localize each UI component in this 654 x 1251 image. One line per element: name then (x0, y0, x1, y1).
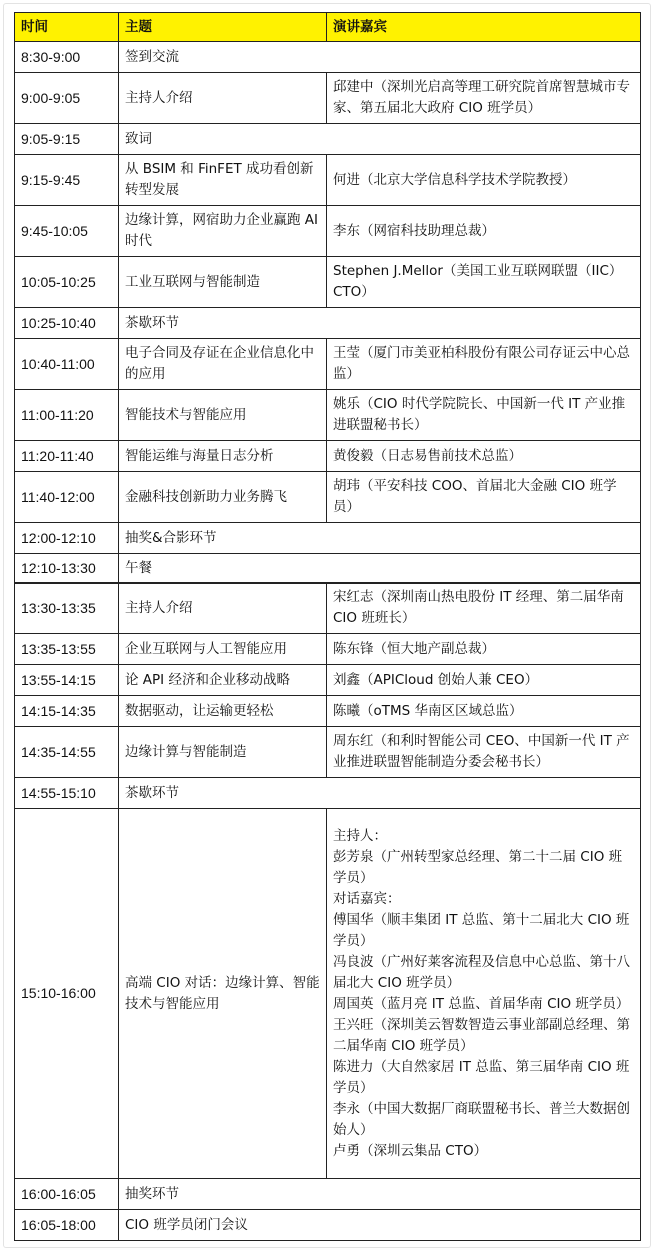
panel-speaker-line: 傅国华（顺丰集团 IT 总监、第十二届北大 CIO 班学员） (333, 911, 630, 949)
schedule-row (15, 257, 641, 308)
topic-cell: 电子合同及存证在企业信息化中的应用 (119, 339, 327, 390)
topic-cell: 茶歇环节 (119, 778, 641, 809)
time-cell: 16:00-16:05 (15, 1179, 119, 1210)
time-cell: 14:15-14:35 (15, 696, 119, 727)
time-cell: 9:45-10:05 (15, 206, 119, 257)
time-cell: 11:40-12:00 (15, 472, 119, 523)
time-cell: 9:00-9:05 (15, 73, 119, 124)
topic-cell: 致词 (119, 124, 641, 155)
panel-speaker-line: 李永（中国大数据厂商联盟秘书长、普兰大数据创始人） (333, 1100, 630, 1138)
speaker-cell: 姚乐（CIO 时代学院院长、中国新一代 IT 产业推进联盟秘书长） (327, 390, 641, 441)
topic-cell: 企业互联网与人工智能应用 (119, 634, 327, 665)
topic-cell: CIO 班学员闭门会议 (119, 1210, 641, 1241)
topic-cell: 金融科技创新助力业务腾飞 (119, 472, 327, 523)
topic-cell: 抽奖&合影环节 (119, 523, 641, 554)
table-gap-line-left (14, 571, 15, 582)
speaker-cell: 陈东锋（恒大地产副总裁） (327, 634, 641, 665)
schedule-row (15, 339, 641, 390)
time-cell: 13:30-13:35 (15, 583, 119, 634)
topic-cell: 工业互联网与智能制造 (119, 257, 327, 308)
speaker-cell: 周东红（和利时智能公司 CEO、中国新一代 IT 产业推进联盟智能制造分委会秘书长） (327, 727, 641, 778)
topic-cell: 高端 CIO 对话：边缘计算、智能技术与智能应用 (119, 809, 327, 1179)
speaker-cell: 陈曦（oTMS 华南区区域总监） (327, 696, 641, 727)
speaker-cell: Stephen J.Mellor（美国工业互联网联盟（IIC）CTO） (327, 257, 641, 308)
time-cell: 11:00-11:20 (15, 390, 119, 441)
time-cell: 16:05-18:00 (15, 1210, 119, 1241)
speaker-cell (327, 809, 641, 1179)
time-cell: 10:05-10:25 (15, 257, 119, 308)
topic-cell: 茶歇环节 (119, 308, 641, 339)
panel-speaker-line: 陈进力（大自然家居 IT 总监、第三届华南 CIO 班学员） (333, 1058, 630, 1096)
schedule-row (15, 1179, 641, 1210)
panel-speaker-line: 对话嘉宾： (333, 890, 401, 907)
time-cell: 9:05-9:15 (15, 124, 119, 155)
schedule-row (15, 390, 641, 441)
topic-cell: 主持人介绍 (119, 73, 327, 124)
speaker-cell: 胡玮（平安科技 COO、首届北大金融 CIO 班学员） (327, 472, 641, 523)
topic-cell: 午餐 (119, 554, 641, 584)
schedule-table-afternoon (14, 582, 641, 1241)
schedule-row (15, 554, 641, 584)
header-topic: 主题 (119, 13, 327, 42)
panel-speaker-line: 王兴旺（深圳美云智数智造云事业部副总经理、第二届华南 CIO 班学员） (333, 1016, 630, 1054)
panel-speaker-line: 彭芳泉（广州转型家总经理、第二十二届 CIO 班学员） (333, 848, 623, 886)
speaker-cell: 邱建中（深圳光启高等理工研究院首席智慧城市专家、第五届北大政府 CIO 班学员） (327, 73, 641, 124)
time-cell: 12:00-12:10 (15, 523, 119, 554)
time-cell: 10:25-10:40 (15, 308, 119, 339)
time-cell: 10:40-11:00 (15, 339, 119, 390)
schedule-row (15, 696, 641, 727)
topic-cell: 智能运维与海量日志分析 (119, 441, 327, 472)
schedule-row (15, 206, 641, 257)
time-cell: 13:55-14:15 (15, 665, 119, 696)
schedule-row (15, 308, 641, 339)
topic-cell: 边缘计算，网宿助力企业赢跑 AI 时代 (119, 206, 327, 257)
topic-cell: 边缘计算与智能制造 (119, 727, 327, 778)
topic-cell: 数据驱动，让运输更轻松 (119, 696, 327, 727)
topic-cell: 抽奖环节 (119, 1179, 641, 1210)
schedule-row (15, 155, 641, 206)
time-cell: 15:10-16:00 (15, 809, 119, 1179)
speaker-cell: 王莹（厦门市美亚柏科股份有限公司存证云中心总监） (327, 339, 641, 390)
topic-cell: 从 BSIM 和 FinFET 成功看创新转型发展 (119, 155, 327, 206)
schedule-row (15, 583, 641, 634)
topic-cell: 主持人介绍 (119, 583, 327, 634)
schedule-row (15, 523, 641, 554)
table-gap-line-mid (118, 571, 119, 582)
topic-cell: 签到交流 (119, 42, 641, 73)
time-cell: 9:15-9:45 (15, 155, 119, 206)
time-cell: 12:10-13:30 (15, 554, 119, 584)
topic-cell: 智能技术与智能应用 (119, 390, 327, 441)
schedule-row (15, 42, 641, 73)
panel-speaker-line: 主持人： (333, 827, 387, 844)
schedule-row (15, 665, 641, 696)
speaker-cell: 何进（北京大学信息科学技术学院教授） (327, 155, 641, 206)
schedule-row (15, 727, 641, 778)
time-cell: 14:55-15:10 (15, 778, 119, 809)
schedule-row (15, 124, 641, 155)
time-cell: 13:35-13:55 (15, 634, 119, 665)
panel-speaker-line: 冯良波（广州好莱客流程及信息中心总监、第十八届北大 CIO 班学员） (333, 953, 630, 991)
speaker-cell: 宋红志（深圳南山热电股份 IT 经理、第二届华南 CIO 班班长） (327, 583, 641, 634)
panel-speaker-line: 周国英（蓝月亮 IT 总监、首届华南 CIO 班学员） (333, 995, 630, 1012)
schedule-row (15, 73, 641, 124)
speaker-cell: 刘鑫（APICloud 创始人兼 CEO） (327, 665, 641, 696)
schedule-row (15, 778, 641, 809)
speaker-cell: 黄俊毅（日志易售前技术总监） (327, 441, 641, 472)
time-cell: 11:20-11:40 (15, 441, 119, 472)
schedule-row (15, 1210, 641, 1241)
schedule-row (15, 634, 641, 665)
header-speaker: 演讲嘉宾 (327, 13, 641, 42)
panel-speaker-line: 卢勇（深圳云集品 CTO） (333, 1142, 488, 1159)
panel-row (15, 809, 641, 1179)
time-cell: 8:30-9:00 (15, 42, 119, 73)
header-time: 时间 (15, 13, 119, 42)
topic-cell: 论 API 经济和企业移动战略 (119, 665, 327, 696)
speaker-cell: 李东（网宿科技助理总裁） (327, 206, 641, 257)
schedule-table-morning (14, 12, 641, 584)
header-row (15, 13, 641, 42)
schedule-row (15, 441, 641, 472)
schedule-row (15, 472, 641, 523)
time-cell: 14:35-14:55 (15, 727, 119, 778)
